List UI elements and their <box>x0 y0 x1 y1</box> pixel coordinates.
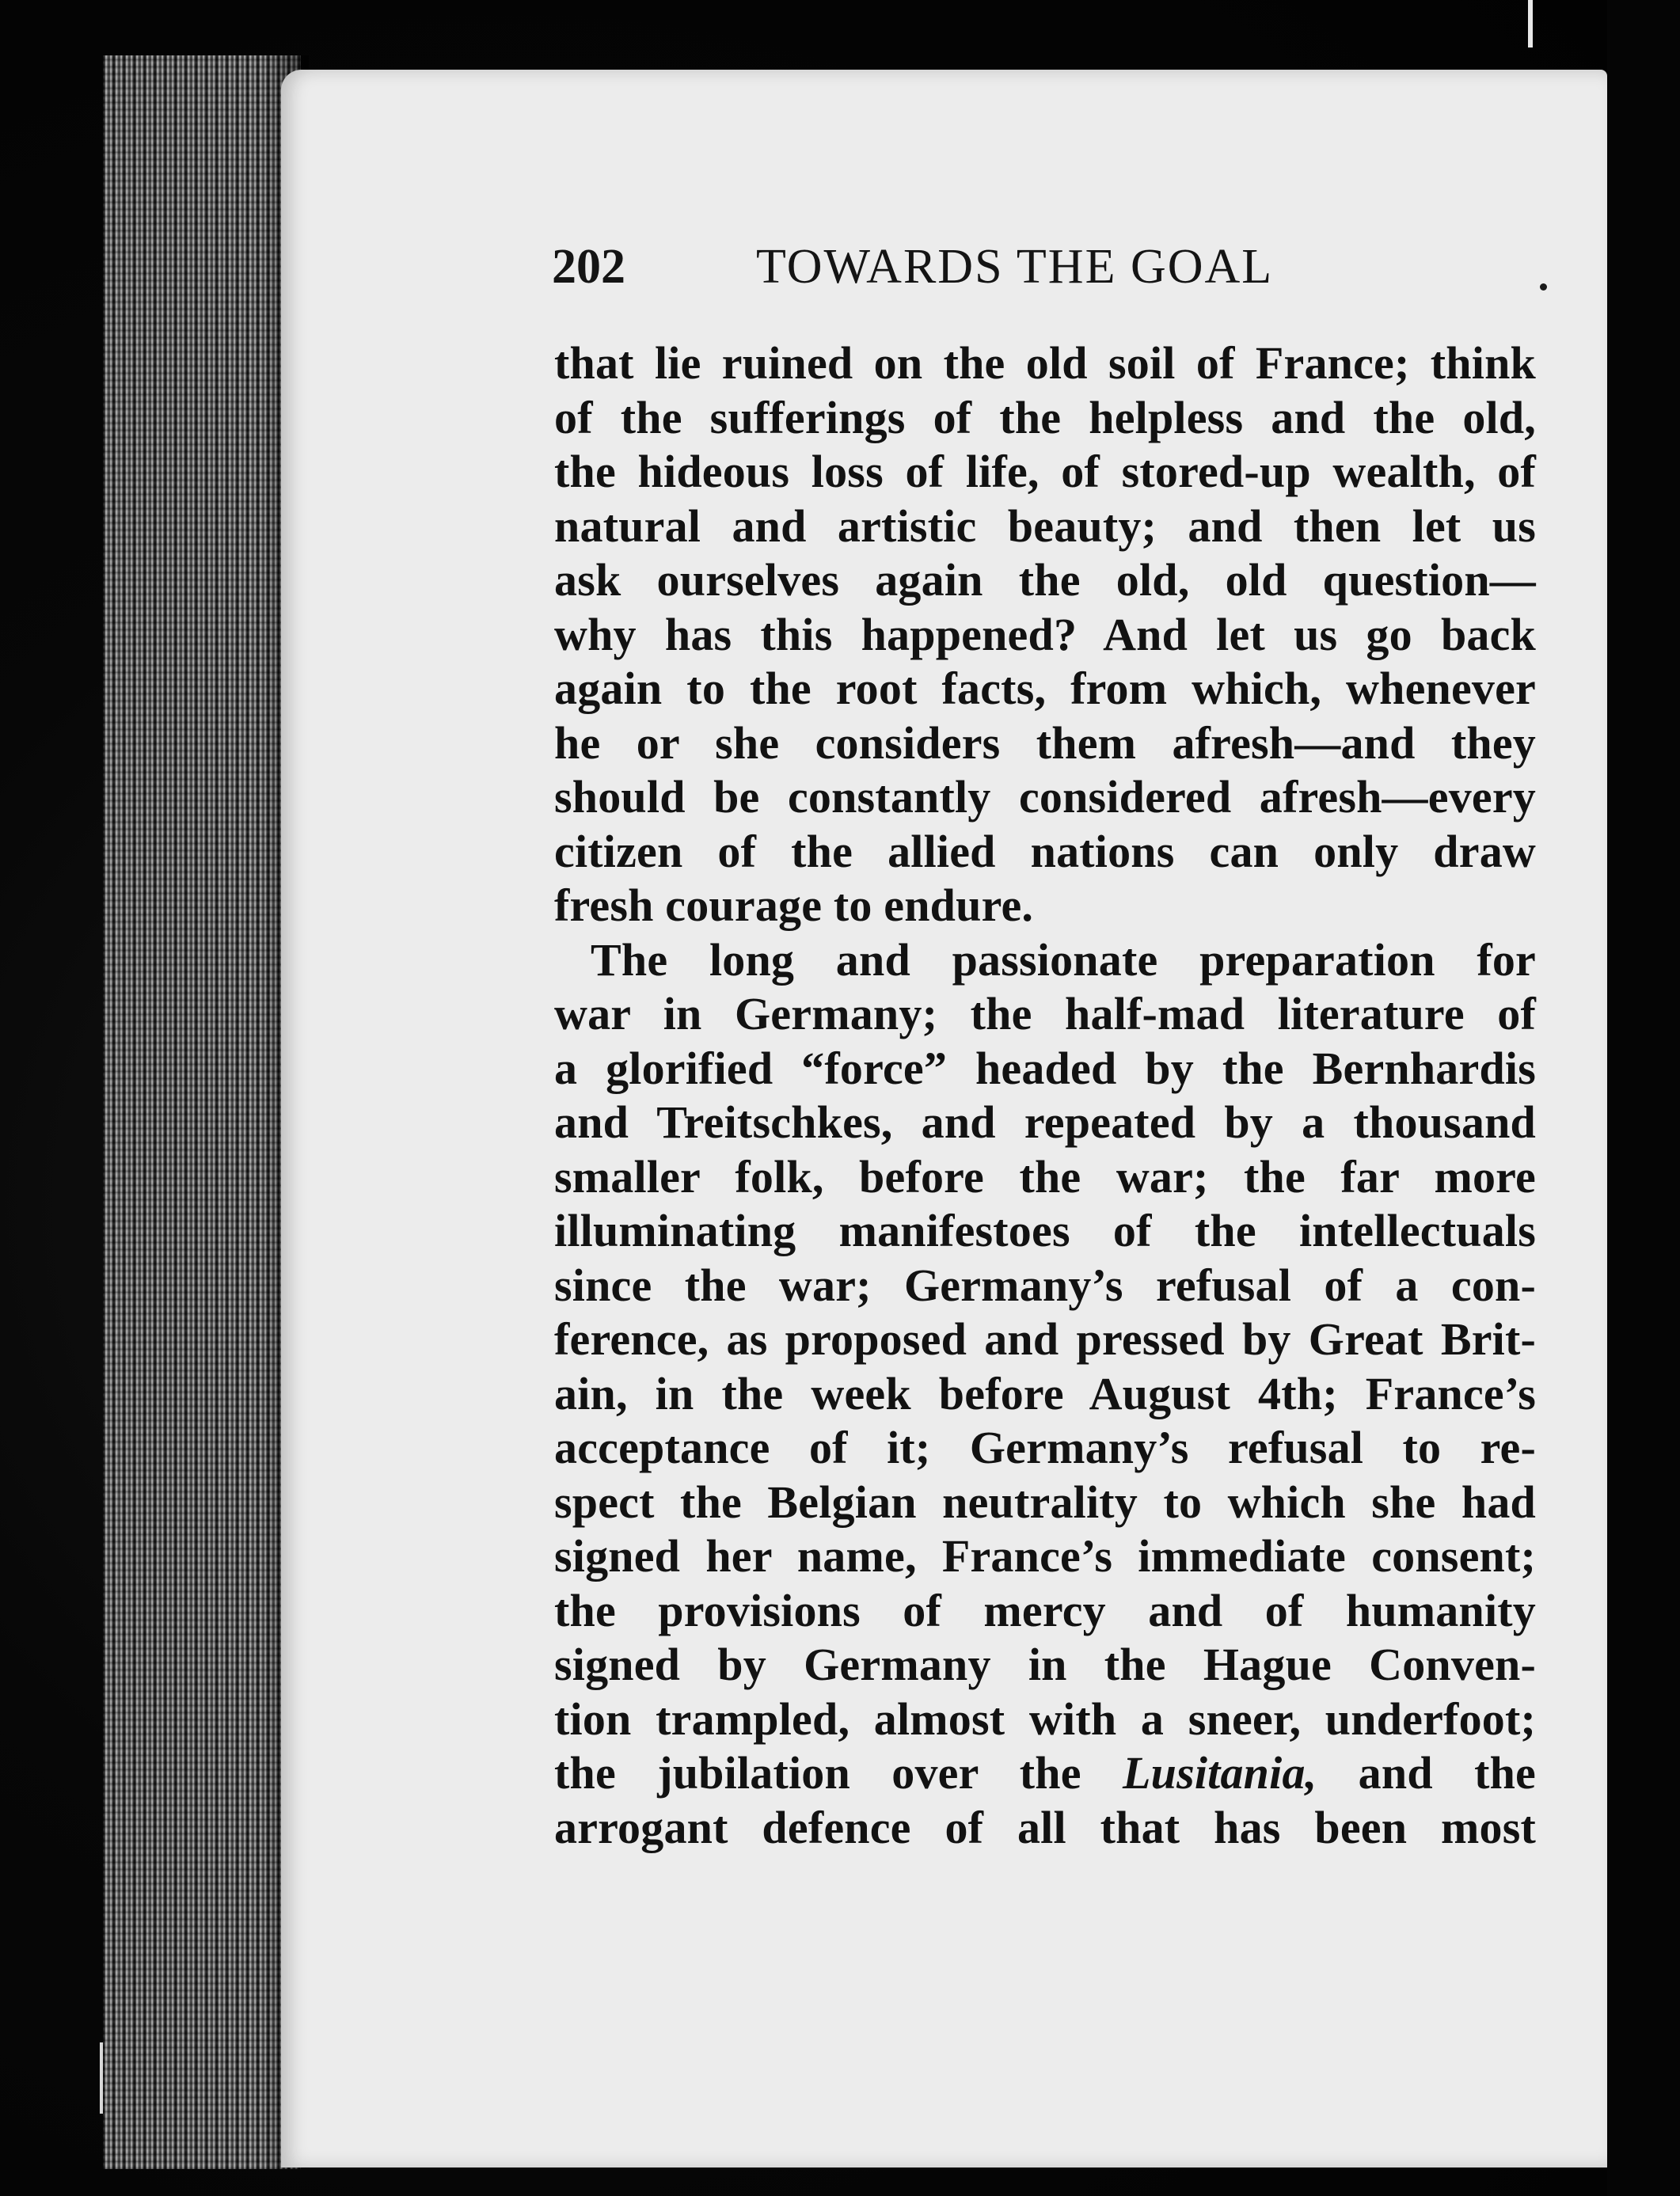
text-line: signed her name, France’s immediate consent; <box>554 1530 1536 1582</box>
text-line: citizen of the allied nations can only draw <box>554 825 1536 877</box>
text-line: natural and artistic beauty; and then let us <box>554 500 1536 552</box>
text-line: ask ourselves again the old, old question— <box>554 554 1536 606</box>
text-line: signed by Germany in the Hague Conven- <box>554 1639 1536 1690</box>
text-line: war in Germany; the half-mad literature of <box>554 988 1536 1039</box>
text-line: ain, in the week before August 4th; France’s <box>554 1367 1536 1419</box>
text-line: that lie ruined on the old soil of France; think <box>554 337 1536 389</box>
text-line: why has this happened? And let us go back <box>554 608 1536 660</box>
running-header <box>552 239 1344 302</box>
text-line: since the war; Germany’s refusal of a con- <box>554 1259 1536 1311</box>
right-scan-border <box>1607 0 1680 2196</box>
header-title: TOWARDS THE GOAL <box>756 240 1274 294</box>
text-line: fresh courage to endure. <box>554 880 1034 931</box>
text-line: smaller folk, before the war; the far more <box>554 1150 1536 1202</box>
text-line: the hideous loss of life, of stored-up wealth, of <box>554 446 1536 497</box>
text-segment: the jubilation over the <box>554 1747 1081 1799</box>
text-line: tion trampled, almost with a sneer, underfoot; <box>554 1693 1536 1745</box>
bottom-left-scan-mark <box>100 2042 103 2114</box>
text-line: arrogant defence of all that has been most <box>554 1801 1536 1853</box>
text-line: The long and passionate preparation for <box>591 933 1536 986</box>
page-number: 202 <box>552 240 625 294</box>
text-line: spect the Belgian neutrality to which she had <box>554 1476 1536 1528</box>
text-line: again to the root facts, from which, whenever <box>554 663 1536 714</box>
body-text <box>554 336 1536 1855</box>
text-line-with-italic <box>554 1746 1536 1801</box>
text-line: and Treitschkes, and repeated by a thousand <box>554 1096 1536 1148</box>
text-line: acceptance of it; Germany’s refusal to re- <box>554 1422 1536 1473</box>
text-line: he or she considers them afresh—and they <box>554 716 1536 769</box>
top-right-scan-mark <box>1528 0 1533 47</box>
text-line: the provisions of mercy and of humanity <box>554 1584 1536 1636</box>
text-line: ference, as proposed and pressed by Great Brit- <box>554 1313 1536 1365</box>
text-line: of the sufferings of the helpless and the old, <box>554 391 1536 443</box>
text-line: should be constantly considered afresh—every <box>554 771 1536 823</box>
text-line: illuminating manifestoes of the intellectuals <box>554 1205 1536 1256</box>
italic-ship-name: Lusitania, <box>1123 1747 1317 1799</box>
ink-dot <box>1540 283 1547 291</box>
text-line: a glorified “force” headed by the Bernhardis <box>554 1042 1536 1094</box>
text-segment: and the <box>1358 1747 1536 1799</box>
